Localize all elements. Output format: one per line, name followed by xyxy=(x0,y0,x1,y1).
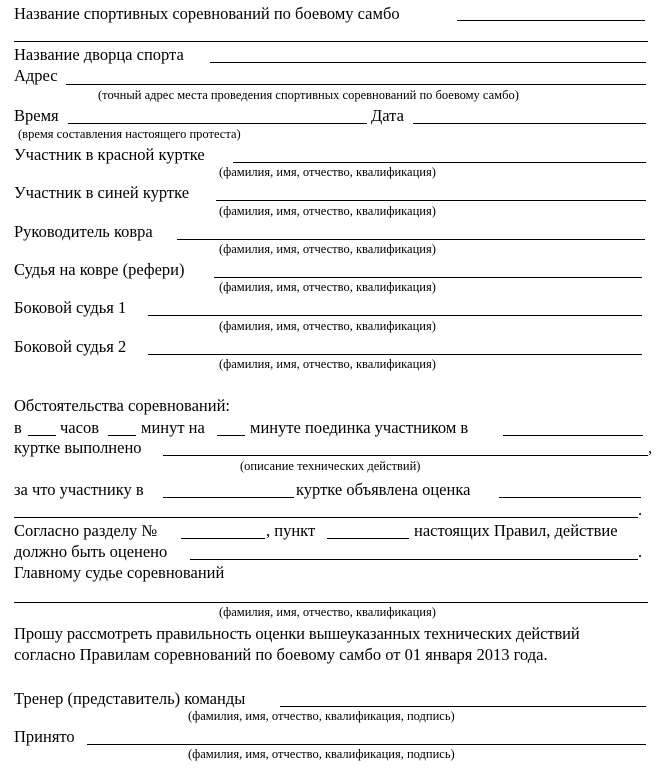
side-judge-2-label: Боковой судья 2 xyxy=(14,337,127,356)
technique-comma: , xyxy=(648,438,653,457)
chief-judge-hint: (фамилия, имя, отчество, квалификация) xyxy=(219,605,436,619)
date-field[interactable] xyxy=(413,123,646,124)
minutes-field[interactable] xyxy=(108,435,136,436)
venue-field[interactable] xyxy=(210,62,646,63)
side-judge-1-field[interactable] xyxy=(148,315,642,316)
side-judge-2-hint: (фамилия, имя, отчество, квалификация) xyxy=(219,357,436,371)
address-label: Адрес xyxy=(14,66,58,85)
jacket-done-label: куртке выполнено xyxy=(14,438,142,457)
red-participant-hint: (фамилия, имя, отчество, квалификация) xyxy=(219,165,436,179)
request-line-2: согласно Правилам соревнований по боевому самбо от 01 января 2013 года. xyxy=(14,645,548,664)
side-judge-1-label: Боковой судья 1 xyxy=(14,298,127,317)
jacket-score-label: куртке объявлена оценка xyxy=(296,480,471,499)
score-jacket-field[interactable] xyxy=(163,497,294,498)
venue-label: Название дворца спорта xyxy=(14,45,184,64)
score-field[interactable] xyxy=(499,497,641,498)
rules-label: настоящих Правил, действие xyxy=(414,521,618,540)
referee-field[interactable] xyxy=(214,277,642,278)
referee-label: Судья на ковре (рефери) xyxy=(14,260,185,279)
chief-judge-field[interactable] xyxy=(14,602,648,603)
should-be-period: . xyxy=(638,542,643,561)
request-line-1: Прошу рассмотреть правильность оценки вышеуказанных технических действий xyxy=(14,624,580,643)
minute-fight-label: минуте поединка участником в xyxy=(250,418,469,437)
referee-hint: (фамилия, имя, отчество, квалификация) xyxy=(219,280,436,294)
time-field[interactable] xyxy=(68,123,367,124)
should-be-label: должно быть оценено xyxy=(14,542,168,561)
coach-hint: (фамилия, имя, отчество, квалификация, подпись) xyxy=(188,709,455,723)
blue-participant-field[interactable] xyxy=(216,200,646,201)
mat-head-hint: (фамилия, имя, отчество, квалификация) xyxy=(219,242,436,256)
coach-label: Тренер (представитель) команды xyxy=(14,689,246,708)
fight-minute-field[interactable] xyxy=(217,435,245,436)
section-field[interactable] xyxy=(181,538,265,539)
hours-label: часов xyxy=(60,418,99,437)
section-label: Согласно разделу № xyxy=(14,521,158,540)
red-participant-field[interactable] xyxy=(233,162,646,163)
competition-name-field-continued[interactable] xyxy=(14,41,648,42)
accepted-label: Принято xyxy=(14,727,75,746)
blue-participant-hint: (фамилия, имя, отчество, квалификация) xyxy=(219,204,436,218)
side-judge-2-field[interactable] xyxy=(148,354,642,355)
accepted-hint: (фамилия, имя, отчество, квалификация, подпись) xyxy=(188,747,455,761)
should-be-field[interactable] xyxy=(190,559,638,560)
blue-participant-label: Участник в синей куртке xyxy=(14,183,190,202)
mat-head-label: Руководитель ковра xyxy=(14,222,153,241)
coach-field[interactable] xyxy=(280,706,646,707)
point-field[interactable] xyxy=(327,538,409,539)
date-label: Дата xyxy=(371,106,404,125)
side-judge-1-hint: (фамилия, имя, отчество, квалификация) xyxy=(219,319,436,333)
circumstances-heading: Обстоятельства соревнований: xyxy=(14,396,230,415)
competition-name-field[interactable] xyxy=(457,20,645,21)
score-field-continued[interactable] xyxy=(14,517,638,518)
technique-hint: (описание технических действий) xyxy=(240,459,421,473)
minutes-label: минут на xyxy=(141,418,205,437)
point-label: , пункт xyxy=(266,521,316,540)
for-which-label: за что участнику в xyxy=(14,480,144,499)
time-hint: (время составления настоящего протеста) xyxy=(18,127,241,141)
red-participant-label: Участник в красной куртке xyxy=(14,145,205,164)
address-field[interactable] xyxy=(66,84,646,85)
score-period: . xyxy=(638,500,643,519)
technique-field[interactable] xyxy=(163,455,648,456)
in-label: в xyxy=(14,418,22,437)
address-hint: (точный адрес места проведения спортивных соревнований по боевому самбо) xyxy=(98,88,519,102)
competition-name-label: Название спортивных соревнований по боевому самбо xyxy=(14,4,400,23)
hours-field[interactable] xyxy=(28,435,56,436)
jacket-color-field[interactable] xyxy=(503,435,643,436)
time-label: Время xyxy=(14,106,59,125)
chief-judge-label: Главному судье соревнований xyxy=(14,563,225,582)
mat-head-field[interactable] xyxy=(177,239,645,240)
accepted-field[interactable] xyxy=(87,744,646,745)
